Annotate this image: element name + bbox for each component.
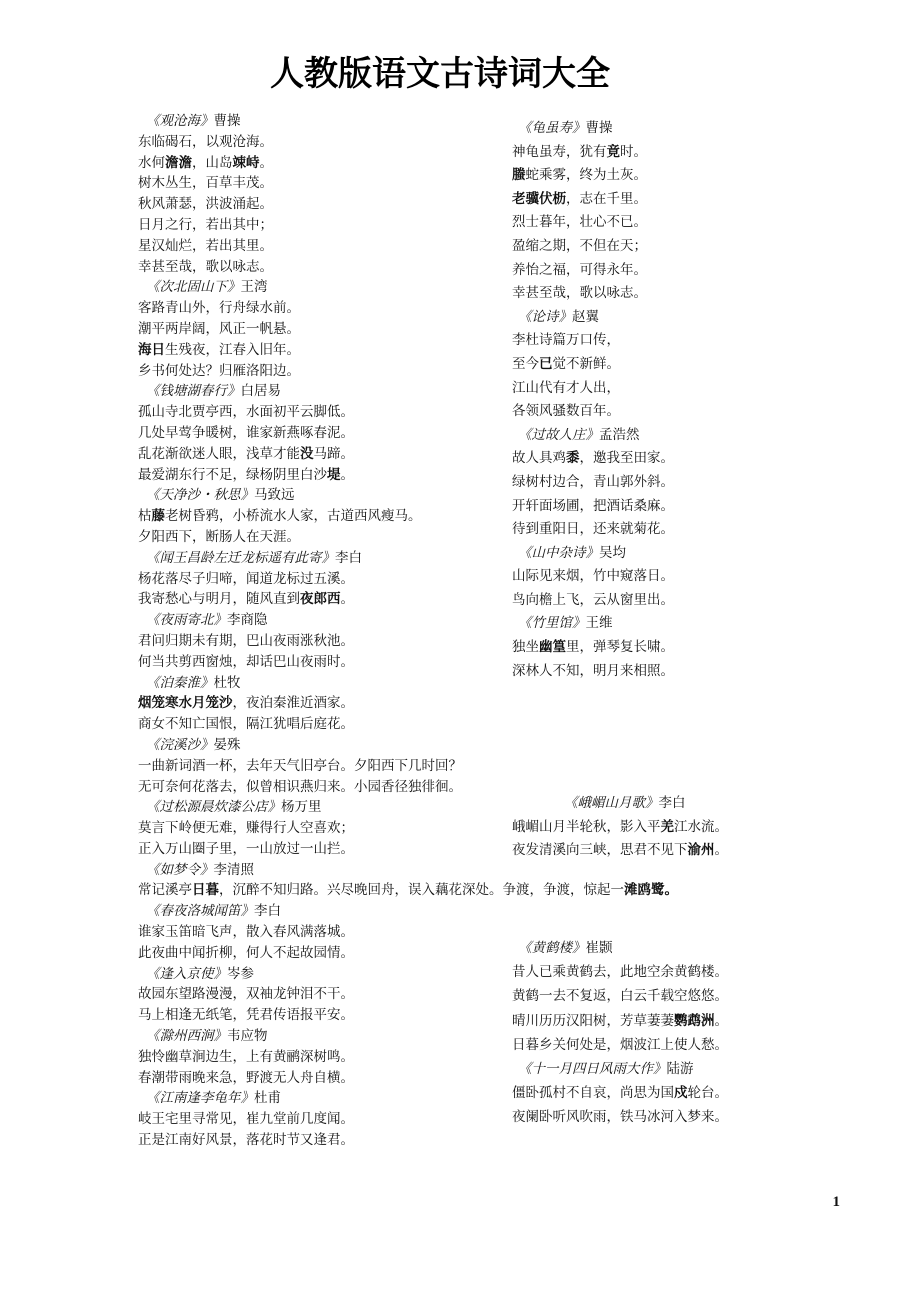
poem-title-line <box>138 860 678 881</box>
poem-author: 晏殊 <box>213 736 241 753</box>
poem-line: 星汉灿烂，若出其里。 <box>138 237 273 254</box>
poem-title: 《闻王昌龄左迁龙标遥有此寄》 <box>146 549 335 566</box>
line-text: 乱花渐欲迷人眼，浅草才能 <box>138 445 300 462</box>
poem-title-line <box>512 424 674 448</box>
poem-author: 吴均 <box>599 544 626 561</box>
line-text: 。 <box>714 842 728 859</box>
right-poem-column-middle <box>512 792 728 863</box>
line-text: 马蹄。 <box>313 445 354 462</box>
poem-author: 赵翼 <box>572 308 599 325</box>
line-text: ，夜泊秦淮近酒家。 <box>232 695 354 712</box>
poem-line: 此夜曲中闻折柳，何人不起故园情。 <box>138 944 354 961</box>
emphasized-text: 夜郎西 <box>300 591 341 608</box>
poem-line <box>138 880 678 901</box>
poem-line <box>512 636 674 660</box>
poem-title: 《逢入京使》 <box>146 965 227 982</box>
poem-line: 岐王宅里寻常见，崔九堂前几度闻。 <box>138 1111 354 1128</box>
line-text: 峨嵋山月半轮秋，影入平 <box>512 818 661 835</box>
poem-author: 杜甫 <box>254 1090 281 1107</box>
poem-line <box>512 816 728 840</box>
poem-title-line <box>512 117 674 141</box>
line-text: 故人具鸡 <box>512 450 566 467</box>
emphasized-text: 螣 <box>512 167 526 184</box>
emphasized-text: 澹澹 <box>165 154 192 171</box>
right-poem-column-bottom <box>512 936 728 1130</box>
poem-title: 《天净沙・秋思》 <box>146 487 254 504</box>
emphasized-text: 鹦鹉洲 <box>674 1012 715 1029</box>
poem-line <box>512 164 674 188</box>
poem-line: 黄鹤一去不复返，白云千载空悠悠。 <box>512 988 728 1005</box>
emphasized-text: 日暮 <box>192 882 219 899</box>
poem-author: 陆游 <box>666 1060 694 1077</box>
poem-line: 正是江南好风景，落花时节又逢君。 <box>138 1132 354 1149</box>
emphasized-text: 堤 <box>327 466 341 483</box>
poem-author: 李商隐 <box>227 612 268 629</box>
poem-author: 杨万里 <box>281 799 322 816</box>
poem-title: 《泊秦淮》 <box>146 674 214 691</box>
poem-line: 秋风萧瑟，洪波涌起。 <box>138 196 273 213</box>
poem-title: 《夜雨寄北》 <box>146 612 227 629</box>
poem-line: 烈士暮年，壮心不已。 <box>512 214 647 231</box>
poem-title: 《浣溪沙》 <box>146 736 214 753</box>
poem-line <box>512 1009 728 1033</box>
emphasized-text: 戍 <box>674 1085 688 1102</box>
line-text: 独坐 <box>512 639 539 656</box>
poem-line: 昔人已乘黄鹤去，此地空余黄鹤楼。 <box>512 964 728 981</box>
poem-line: 夜阑卧听风吹雨，铁马冰河入梦来。 <box>512 1109 728 1126</box>
poem-line: 春潮带雨晚来急，野渡无人舟自横。 <box>138 1069 354 1086</box>
line-text: 里，弹琴复长啸。 <box>566 639 674 656</box>
emphasized-text: 黍 <box>566 450 580 467</box>
poem-author: 曹操 <box>585 120 613 136</box>
poem-title: 《过故人庄》 <box>518 426 599 443</box>
emphasized-text: 羌 <box>660 818 674 835</box>
poem-line: 君问归期未有期，巴山夜雨涨秋池。 <box>138 632 354 649</box>
line-text: 水何 <box>138 154 165 171</box>
line-text: 至今 <box>512 355 539 372</box>
poem-title: 《峨嵋山月歌》 <box>564 795 659 811</box>
emphasized-text: 没 <box>300 445 314 462</box>
poem-author: 孟浩然 <box>599 426 640 443</box>
poem-line: 谁家玉笛暗飞声，散入春风满落城。 <box>138 924 354 941</box>
line-text: 生残夜，江春入旧年。 <box>165 341 300 358</box>
poem-line <box>512 353 674 377</box>
emphasized-text: 幽篁 <box>539 639 566 656</box>
poem-author: 杜牧 <box>213 674 241 691</box>
line-text: 。 <box>340 591 354 608</box>
poem-title-line <box>512 1057 728 1081</box>
poem-line <box>512 188 674 212</box>
emphasized-text: 竦峙 <box>232 154 260 171</box>
emphasized-text: 渝州 <box>687 842 715 859</box>
poem-title: 《次北固山下》 <box>146 279 241 296</box>
poem-line: 日月之行，若出其中； <box>138 216 273 233</box>
poem-line: 莫言下岭便无难，赚得行人空喜欢； <box>138 820 354 837</box>
poem-line: 孤山寺北贾亭西，水面初平云脚低。 <box>138 404 354 421</box>
poem-line: 无可奈何花落去，似曾相识燕归来。小园香径独徘徊。 <box>138 778 462 795</box>
page-number: 1 <box>832 1194 840 1210</box>
line-text: 。 <box>259 154 273 171</box>
poem-line: 江山代有才人出， <box>512 379 620 396</box>
poem-line: 马上相逢无纸笔，凭君传语报平安。 <box>138 1007 354 1024</box>
emphasized-text: 已 <box>539 355 553 372</box>
emphasized-text: 。 <box>664 882 678 899</box>
poem-line: 乡书何处达？归雁洛阳边。 <box>138 362 300 379</box>
line-text: 轮台。 <box>687 1085 728 1102</box>
line-text: 老树昏鸦，小桥流水人家，古道西风瘦马。 <box>165 508 422 525</box>
poem-title-line <box>512 306 674 330</box>
line-text: 。 <box>714 1012 728 1029</box>
poem-line: 商女不知亡国恨，隔江犹唱后庭花。 <box>138 716 354 733</box>
poem-title-line <box>512 792 728 816</box>
emphasized-text: 海日 <box>138 341 165 358</box>
page-title: 人教版语文古诗词大全 <box>270 54 610 94</box>
poem-line: 杨花落尽子归啼，闻道龙标过五溪。 <box>138 570 354 587</box>
poem-author: 崔颢 <box>585 940 613 956</box>
poem-line: 盈缩之期，不但在天； <box>512 237 647 254</box>
line-text: 最爱湖东行不足，绿杨阴里白沙 <box>138 466 327 483</box>
poem-line: 山际见来烟，竹中窥落日。 <box>512 568 674 585</box>
poem-line: 待到重阳日，还来就菊花。 <box>512 521 674 538</box>
poem-line: 几处早莺争暖树，谁家新燕啄春泥。 <box>138 424 354 441</box>
poem-line: 幸甚至哉，歌以咏志。 <box>138 258 273 275</box>
poem-title: 《竹里馆》 <box>518 615 586 632</box>
poem-title-line <box>138 735 678 756</box>
poem-line: 独怜幽草涧边生，上有黄鹂深树鸣。 <box>138 1048 354 1065</box>
poem-line: 幸甚至哉，歌以咏志。 <box>512 285 647 302</box>
poem-line <box>512 839 728 863</box>
poem-line: 潮平两岸阔，风正一帆悬。 <box>138 320 300 337</box>
poem-title: 《滁州西涧》 <box>146 1028 227 1045</box>
poem-title: 《龟虽寿》 <box>518 120 586 136</box>
poem-line: 客路青山外，行舟绿水前。 <box>138 300 300 317</box>
line-text: ，邀我至田家。 <box>579 450 674 467</box>
poem-author: 李白 <box>658 795 686 811</box>
emphasized-text: 烟笼寒水月笼沙 <box>138 695 233 712</box>
line-text: 常记溪亭 <box>138 882 192 899</box>
poem-title-line <box>138 901 678 922</box>
line-text: 神龟虽寿，犹有 <box>512 143 607 160</box>
poem-line: 绿树村边合，青山郭外斜。 <box>512 473 674 490</box>
poem-title: 《过松源晨炊漆公店》 <box>146 799 281 816</box>
poem-author: 李白 <box>254 903 281 920</box>
poem-line: 夕阳西下，断肠人在天涯。 <box>138 528 300 545</box>
poem-line: 树木丛生，百草丰茂。 <box>138 175 273 192</box>
poem-line: 鸟向檐上飞，云从窗里出。 <box>512 591 674 608</box>
poem-line <box>512 1081 728 1105</box>
poem-author: 李清照 <box>213 861 254 878</box>
line-text: 枯 <box>138 508 152 525</box>
line-text: 晴川历历汉阳树，芳草萋萋 <box>512 1012 674 1029</box>
emphasized-text: 竟 <box>606 143 620 160</box>
line-text: ，山岛 <box>192 154 233 171</box>
poem-author: 岑参 <box>227 965 254 982</box>
poem-title: 《山中杂诗》 <box>518 544 599 561</box>
poem-author: 李白 <box>335 549 362 566</box>
poem-author: 白居易 <box>240 383 281 400</box>
poem-author: 马致远 <box>254 487 295 504</box>
poem-line: 开轩面场圃，把酒话桑麻。 <box>512 497 674 514</box>
poem-line <box>512 141 674 165</box>
poem-title-line <box>512 542 674 566</box>
line-text: 。 <box>340 466 354 483</box>
line-text: 我寄愁心与明月，随风直到 <box>138 591 300 608</box>
poem-title: 《钱塘湖春行》 <box>146 383 241 400</box>
line-text: 夜发清溪向三峡，思君不见下 <box>512 842 688 859</box>
line-text: 觉不新鲜。 <box>552 355 620 372</box>
poem-line: 故园东望路漫漫，双袖龙钟泪不干。 <box>138 986 354 1003</box>
poem-line <box>138 693 678 714</box>
poem-line <box>512 447 674 471</box>
line-text: 江水流。 <box>674 818 728 835</box>
line-text: 时。 <box>620 143 647 160</box>
poem-title: 《论诗》 <box>518 308 572 325</box>
emphasized-text: 老骥伏枥 <box>512 190 566 207</box>
poem-line: 养怡之福，可得永年。 <box>512 261 647 278</box>
poem-title: 《黄鹤楼》 <box>518 940 586 956</box>
poem-line: 何当共剪西窗烛，却话巴山夜雨时。 <box>138 653 354 670</box>
poem-author: 王维 <box>585 615 613 632</box>
poem-line: 正入万山圈子里，一山放过一山拦。 <box>138 840 354 857</box>
poem-line: 李杜诗篇万口传， <box>512 332 620 349</box>
poem-title-line <box>512 936 728 960</box>
line-text: ，志在千里。 <box>566 190 647 207</box>
poem-author: 韦应物 <box>227 1028 268 1045</box>
poem-title: 《江南逢李龟年》 <box>146 1090 254 1107</box>
poem-line: 各领风骚数百年。 <box>512 403 620 420</box>
poem-line: 东临碣石，以观沧海。 <box>138 133 273 150</box>
poem-title: 《十一月四日风雨大作》 <box>518 1060 667 1077</box>
line-text: ，沉醉不知归路。兴尽晚回舟，误入藕花深处。争渡，争渡，惊起一 <box>219 882 624 899</box>
poem-title: 《如梦令》 <box>146 861 214 878</box>
emphasized-text: 藤 <box>151 508 165 525</box>
poem-line: 日暮乡关何处是，烟波江上使人愁。 <box>512 1036 728 1053</box>
right-poem-column-top <box>512 117 674 683</box>
line-text: 蛇乘雾，终为土灰。 <box>525 167 647 184</box>
poem-title: 《观沧海》 <box>146 113 214 129</box>
poem-title-line <box>512 612 674 636</box>
poem-title: 《春夜洛城闻笛》 <box>146 903 254 920</box>
poem-line: 一曲新词酒一杯，去年天气旧亭台。夕阳西下几时回？ <box>138 757 462 774</box>
line-text: 僵卧孤村不自哀，尚思为国 <box>512 1085 674 1102</box>
poem-author: 王湾 <box>240 279 268 296</box>
poem-author: 曹操 <box>213 113 241 129</box>
emphasized-text: 滩鸥鹭 <box>624 882 665 899</box>
poem-line: 深林人不知，明月来相照。 <box>512 662 674 679</box>
